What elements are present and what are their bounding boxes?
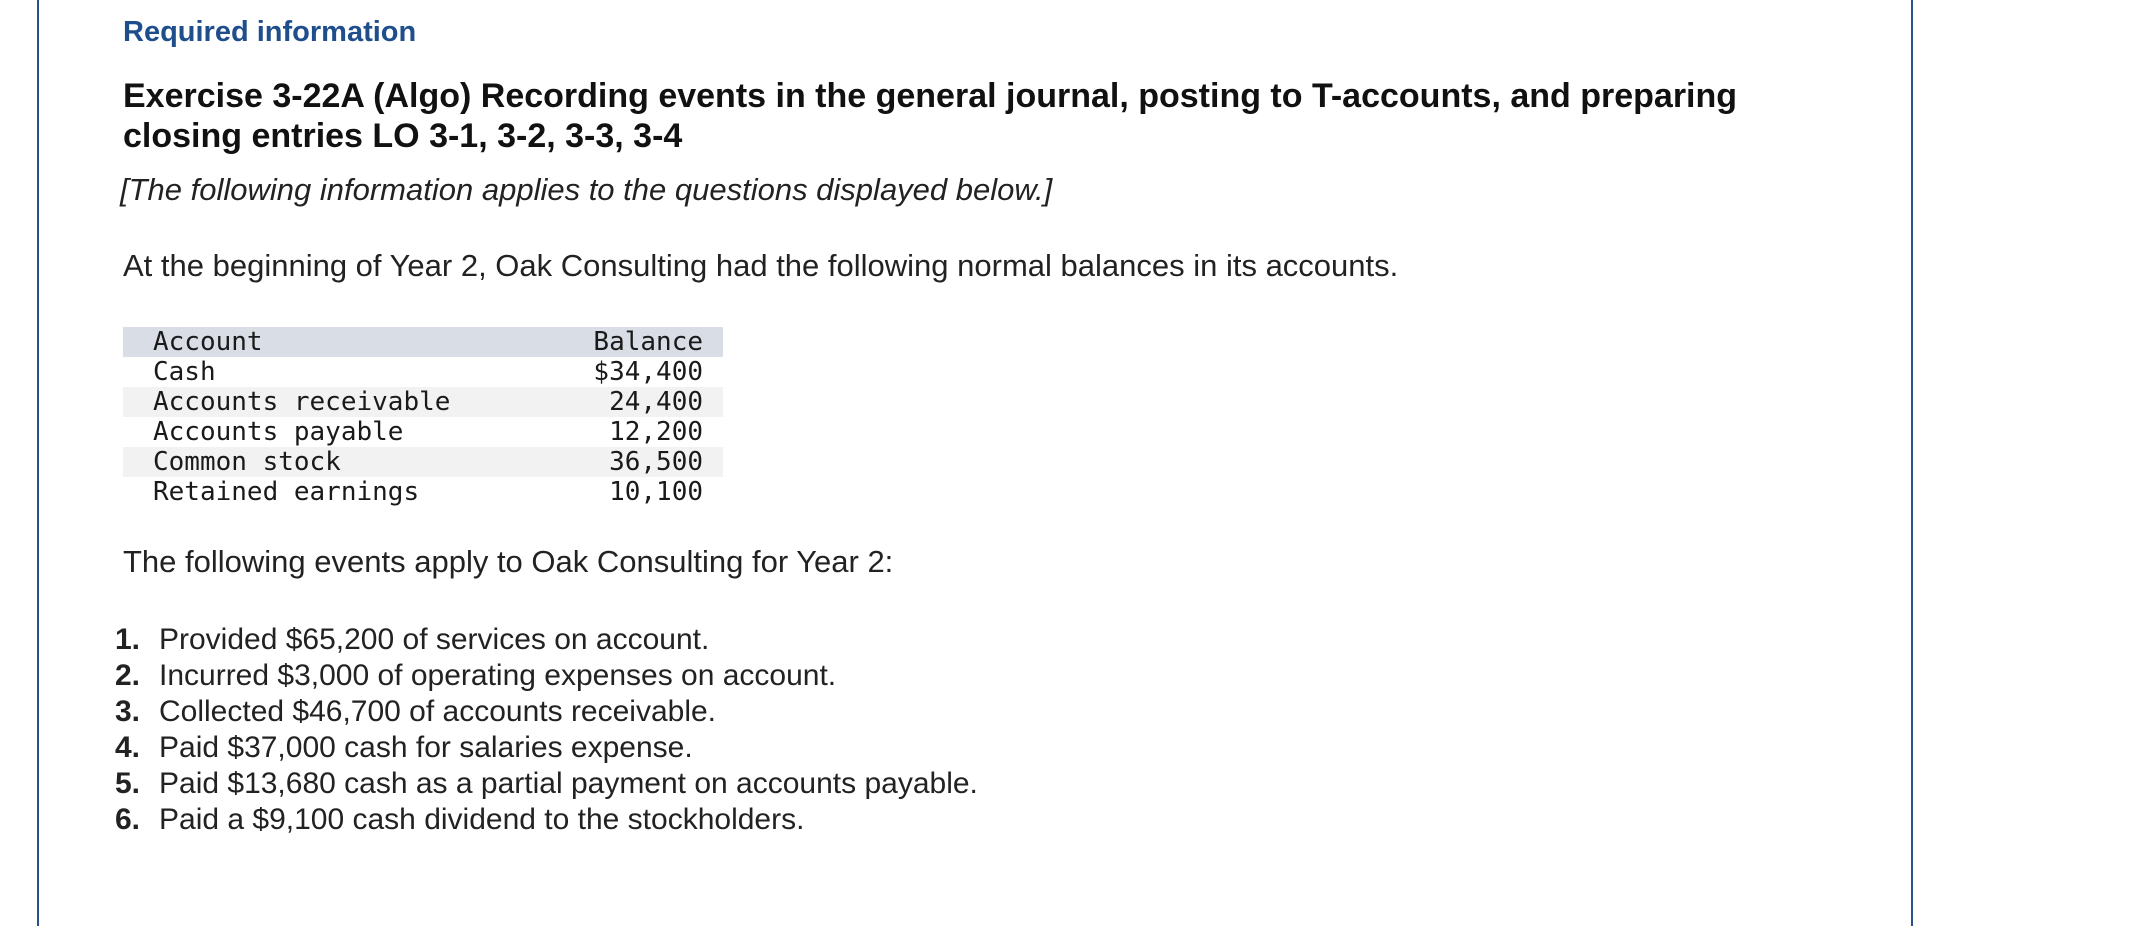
list-item — [115, 730, 978, 766]
event-text: Paid $37,000 cash for salaries expense. — [159, 731, 693, 764]
account-balance: 12,200 — [609, 417, 703, 447]
table-row — [123, 417, 723, 447]
event-number: 3. — [115, 695, 141, 728]
table-header-row — [123, 327, 723, 357]
list-item — [115, 802, 978, 838]
account-balance: $34,400 — [593, 357, 703, 387]
list-item — [115, 622, 978, 658]
event-text: Collected $46,700 of accounts receivable. — [159, 695, 717, 728]
table-row — [123, 387, 723, 417]
table-row — [123, 447, 723, 477]
table-row — [123, 357, 723, 387]
exercise-title: Exercise 3-22A (Algo) Recording events in the general journal, posting to T-accounts, and preparing closing entries LO 3-1, 3-2, 3-3, 3-4 — [123, 77, 1738, 155]
balances-table — [123, 327, 723, 507]
account-balance: 10,100 — [609, 477, 703, 507]
header-account: Account — [153, 327, 263, 357]
account-name: Common stock — [153, 447, 341, 477]
events-intro: The following events apply to Oak Consulting for Year 2: — [123, 544, 894, 579]
intro-paragraph: At the beginning of Year 2, Oak Consulting had the following normal balances in its accounts. — [123, 248, 1399, 283]
intro-note: [The following information applies to the questions displayed below.] — [120, 172, 1053, 207]
list-item — [115, 658, 978, 694]
event-number: 2. — [115, 659, 141, 692]
account-balance: 24,400 — [609, 387, 703, 417]
account-name: Accounts receivable — [153, 387, 451, 417]
required-information-heading: Required information — [123, 16, 417, 48]
events-list — [115, 622, 978, 838]
account-name: Cash — [153, 357, 216, 387]
event-text: Paid $13,680 cash as a partial payment on accounts payable. — [159, 767, 978, 800]
header-balance: Balance — [593, 327, 703, 357]
event-text: Provided $65,200 of services on account. — [159, 623, 710, 656]
event-number: 6. — [115, 803, 141, 836]
account-name: Retained earnings — [153, 477, 420, 507]
event-text: Incurred $3,000 of operating expenses on account. — [159, 659, 837, 692]
list-item — [115, 766, 978, 802]
event-number: 5. — [115, 767, 141, 800]
account-balance: 36,500 — [609, 447, 703, 477]
event-number: 1. — [115, 623, 141, 656]
table-row — [123, 477, 723, 507]
event-text: Paid a $9,100 cash dividend to the stockholders. — [159, 803, 805, 836]
account-name: Accounts payable — [153, 417, 404, 447]
event-number: 4. — [115, 731, 141, 764]
list-item — [115, 694, 978, 730]
